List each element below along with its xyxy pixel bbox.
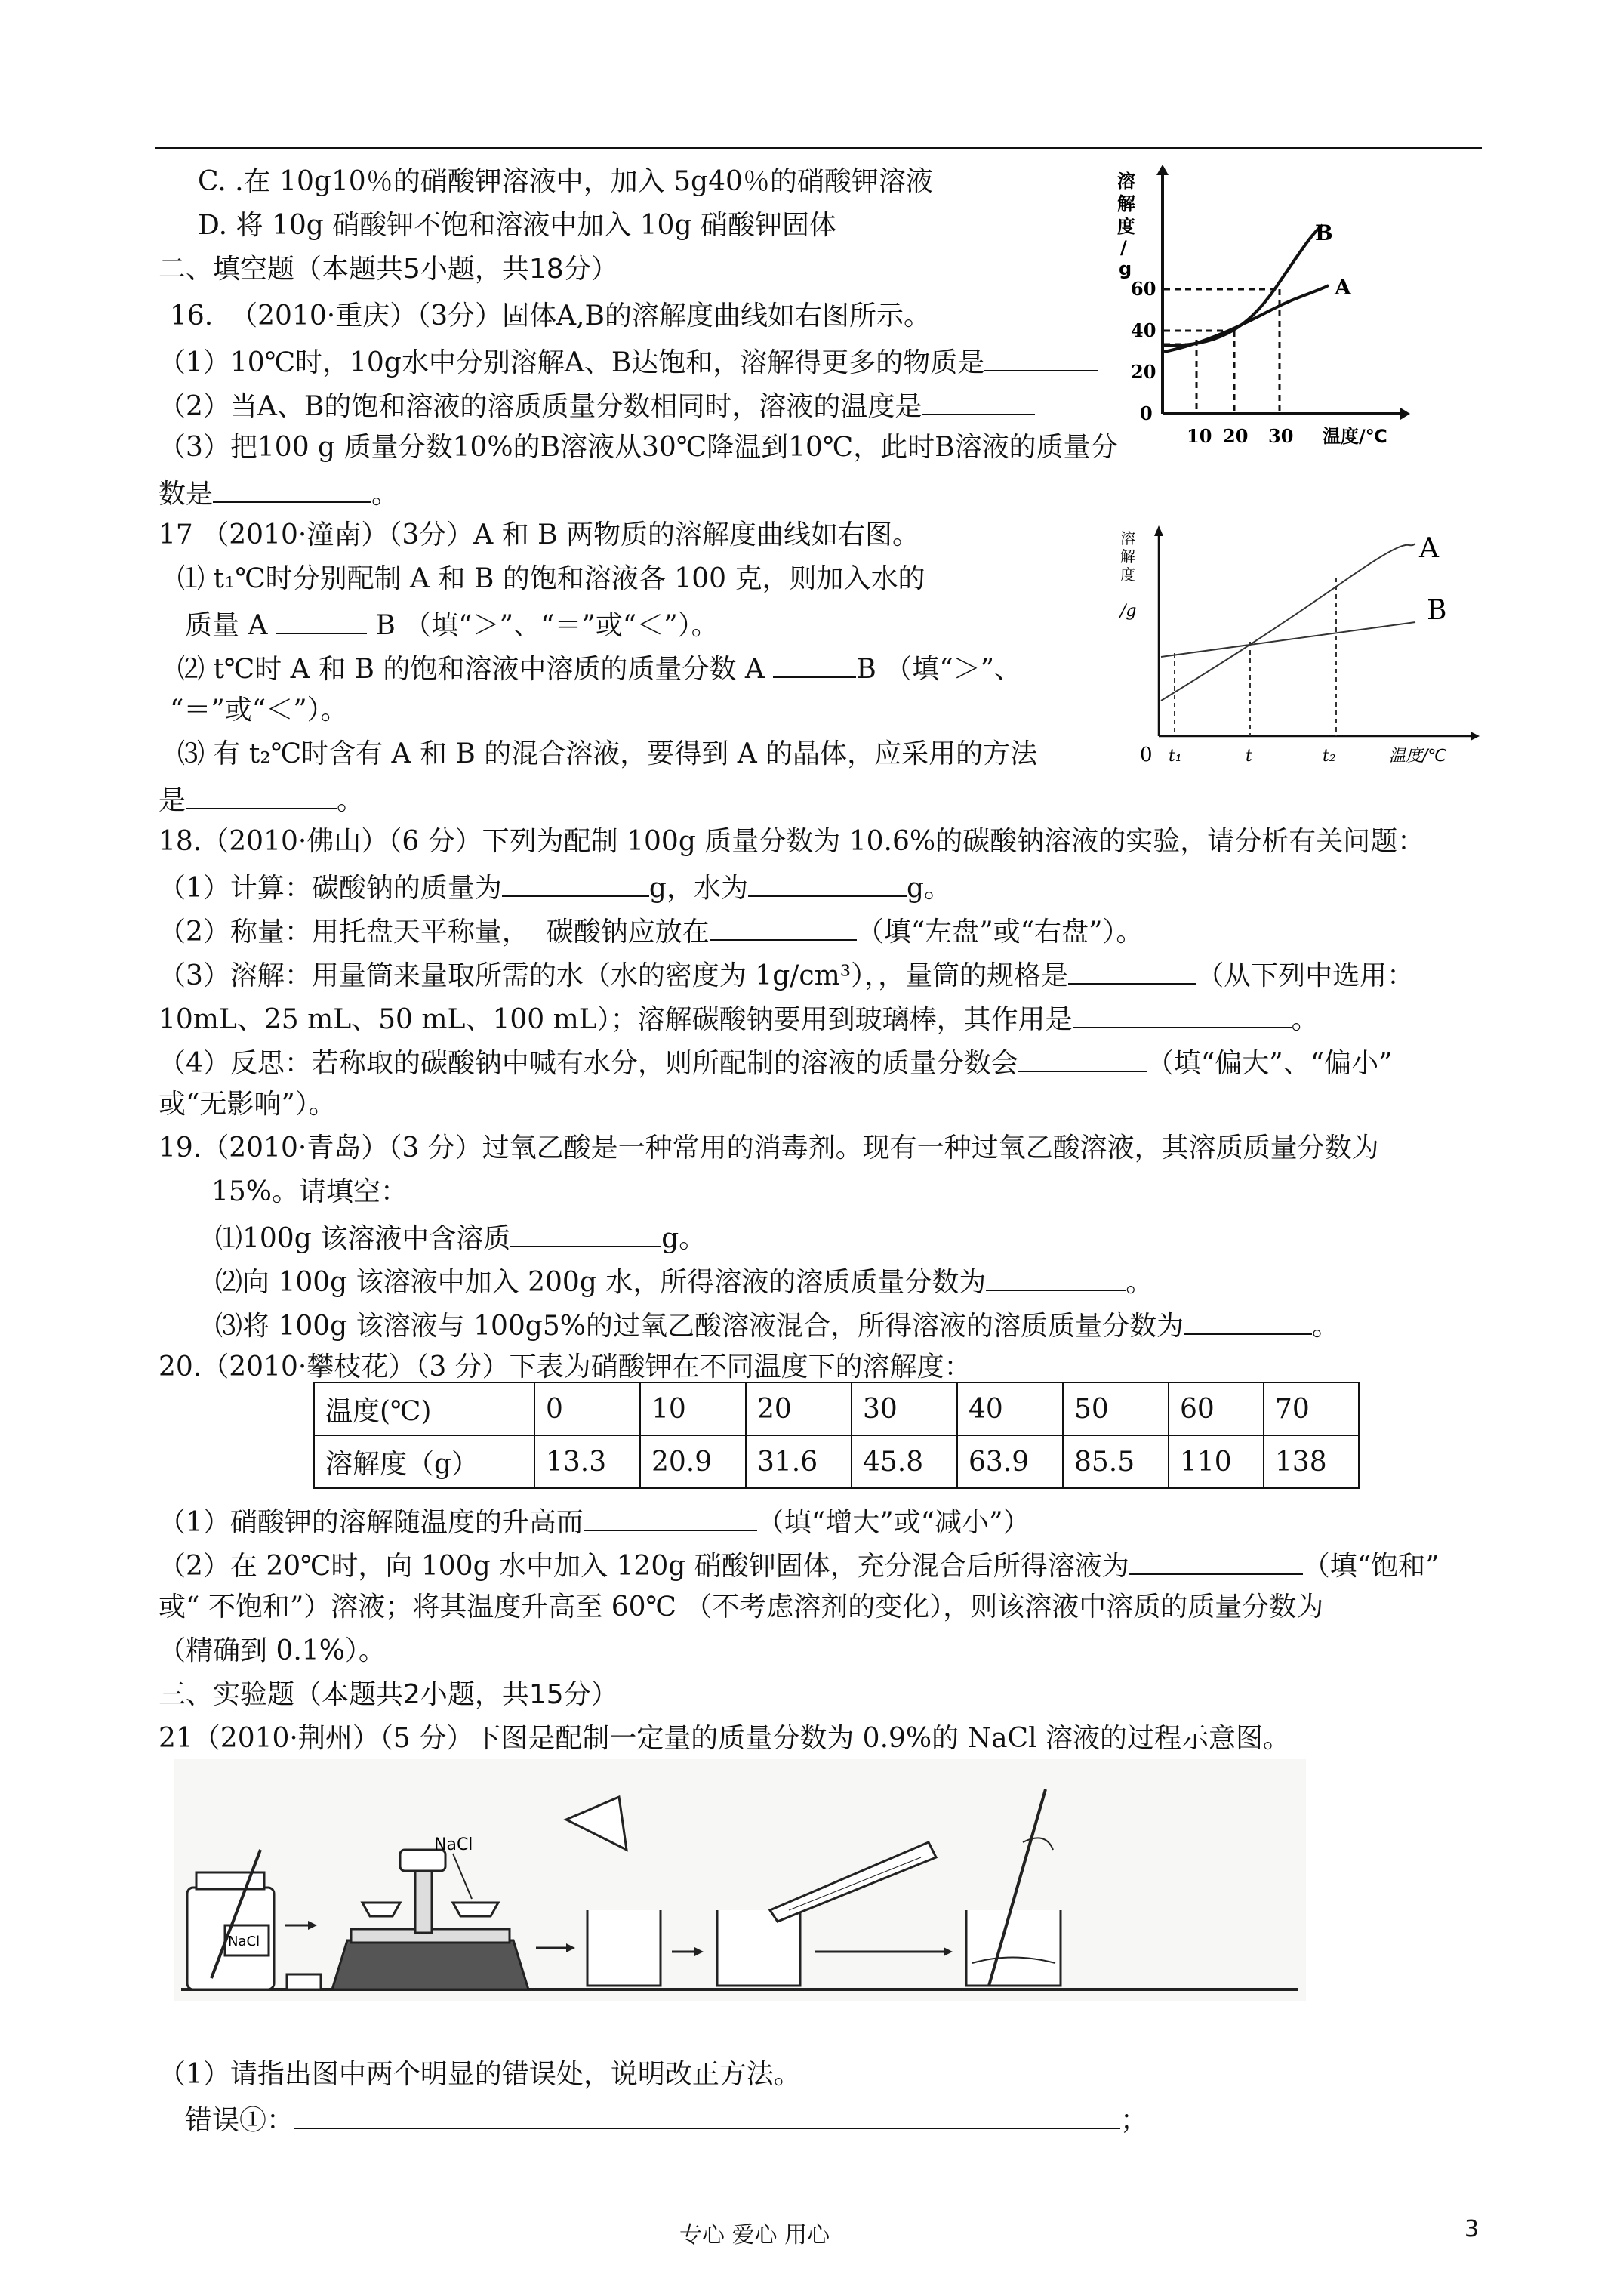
table-cell: 45.8 — [852, 1435, 957, 1488]
chart1-ytick-0: 0 — [1140, 402, 1153, 424]
q17-part2-tail: B （填“＞”、 — [856, 654, 1022, 685]
q17-part1-tail: B （填“＞”、“＝”或“＜”）。 — [375, 610, 719, 641]
punct: 。 — [1291, 1004, 1319, 1035]
answer-blank[interactable] — [1184, 1306, 1312, 1335]
q18-part4-cont: 或“无影响”）。 — [159, 1089, 336, 1120]
q16-stem: 16. （2010·重庆）（3分）固体A,B的溶解度曲线如右图所示。 — [170, 300, 932, 331]
q20-stem: 20.（2010·攀枝花）（3 分）下表为硝酸钾在不同温度下的溶解度： — [159, 1351, 972, 1382]
table-cell: 20 — [746, 1382, 852, 1435]
chart1-xlabel: 温度/℃ — [1323, 426, 1387, 447]
q19-part1 — [215, 1219, 706, 1256]
q21-part1: （1）请指出图中两个明显的错误处，说明改正方法。 — [159, 2059, 801, 2090]
q18-stem: 18.（2010·佛山）（6 分）下列为配制 100g 质量分数为 10.6%的碳酸钠溶液的实验，请分析有关问题： — [159, 826, 1425, 857]
chart2-label-b: B — [1427, 595, 1447, 626]
answer-blank[interactable] — [922, 387, 1035, 415]
q17-part1: ⑴ t₁℃时分别配制 A 和 B 的饱和溶液各 100 克，则加入水的 — [177, 563, 925, 594]
q19-part3-lead: ⑶将 100g 该溶液与 100g5%的过氧乙酸溶液混合，所得溶液的溶质质量分数为 — [215, 1311, 1184, 1342]
q18-part2 — [159, 912, 1143, 950]
q15-option-c: C. .在 10g10％的硝酸钾溶液中，加入 5g40％的硝酸钾溶液 — [198, 166, 933, 197]
q18-part4-lead: （4）反思：若称取的碳酸钠中喊有水分，则所配制的溶液的质量分数会 — [159, 1048, 1018, 1079]
chart1-ylabel-2: 解 — [1117, 193, 1135, 214]
table-cell: 30 — [852, 1382, 957, 1435]
punct: 。 — [371, 479, 399, 510]
q16-part2 — [159, 387, 1035, 424]
q16-part1-text: （1）10℃时，10g水中分别溶解A、B达饱和，溶解得更多的物质是 — [159, 347, 985, 378]
q18-part3-cont-text: 10mL、25 mL、50 mL、100 mL）；溶解碳酸钠要用到玻璃棒，其作用是 — [159, 1004, 1073, 1035]
answer-blank[interactable] — [276, 606, 367, 634]
chart2-ylabel-3: 度 — [1120, 566, 1135, 584]
chart1-xtick-10: 10 — [1187, 425, 1212, 447]
beaker-2 — [717, 1910, 800, 1986]
q21-error1 — [185, 2100, 1147, 2138]
q21-stem: 21（2010·荆州）（5 分）下图是配制一定量的质量分数为 0.9%的 NaCl 溶液的过程示意图。 — [159, 1723, 1291, 1754]
q20-part2-cont: 或“ 不饱和”）溶液；将其温度升高至 60℃ （不考虑溶剂的变化），则该溶液中溶质的质量分数为 — [159, 1592, 1324, 1623]
q20-part2-cont2: （精确到 0.1%）。 — [159, 1635, 386, 1666]
q20-part1 — [159, 1502, 1030, 1540]
chart2-ylabel-4: /g — [1120, 602, 1137, 621]
balance-label: NaCl — [434, 1835, 473, 1854]
chart1-ytick-60: 60 — [1131, 278, 1156, 300]
q17-part1-lead: 质量 A — [185, 610, 268, 641]
q17-part2 — [177, 649, 1021, 687]
answer-blank[interactable] — [710, 912, 857, 941]
q18-part4 — [159, 1043, 1393, 1081]
answer-blank[interactable] — [294, 2100, 1120, 2129]
page-number: 3 — [1464, 2216, 1480, 2242]
table-cell: 40 — [957, 1382, 1063, 1435]
chart1-label-b: B — [1315, 220, 1333, 245]
punct: 。 — [1311, 1311, 1339, 1342]
q17-part3: ⑶ 有 t₂℃时含有 A 和 B 的混合溶液，要得到 A 的晶体，应采用的方法 — [177, 738, 1038, 769]
punct: 。 — [1126, 1267, 1153, 1298]
chart1-ytick-40: 40 — [1131, 319, 1156, 341]
table-cell: 60 — [1169, 1382, 1264, 1435]
table-cell: 13.3 — [534, 1435, 640, 1488]
chart1-ylabel-4: / — [1120, 237, 1127, 258]
q16-part3: （3）把100 g 质量分数10%的B溶液从30℃降温到10℃，此时B溶液的质量分 — [159, 432, 1118, 463]
table-row-solubility — [314, 1435, 1359, 1488]
answer-blank[interactable] — [1068, 956, 1196, 985]
solubility-table — [313, 1382, 1360, 1489]
answer-blank[interactable] — [584, 1502, 757, 1531]
chart2-xlabel: 温度/℃ — [1389, 747, 1447, 766]
answer-blank[interactable] — [213, 474, 371, 503]
table-header-cell: 溶解度（g） — [314, 1435, 534, 1488]
q15-option-d: D. 将 10g 硝酸钾不饱和溶液中加入 10g 硝酸钾固体 — [198, 210, 836, 241]
table-header-cell: 温度(℃) — [314, 1382, 534, 1435]
table-cell: 63.9 — [957, 1435, 1063, 1488]
table-cell: 20.9 — [640, 1435, 746, 1488]
table-cell: 10 — [640, 1382, 746, 1435]
q18-part1 — [159, 868, 951, 906]
header-rule — [155, 147, 1482, 149]
table-cell: 31.6 — [746, 1435, 852, 1488]
chart1-ylabel-3: 度 — [1117, 216, 1135, 237]
section-2-heading: 二、填空题（本题共5小题，共18分） — [159, 254, 618, 285]
q20-part2-lead: （2）在 20℃时，向 100g 水中加入 120g 硝酸钾固体，充分混合后所得溶液为 — [159, 1551, 1129, 1582]
q19-part1-tail: g。 — [661, 1223, 707, 1254]
q19-part2-lead: ⑵向 100g 该溶液中加入 200g 水，所得溶液的溶质质量分数为 — [215, 1267, 987, 1298]
solubility-chart-1 — [1110, 165, 1412, 467]
q18-part1-tail: g。 — [906, 873, 951, 904]
chart2-label-a: A — [1419, 533, 1439, 564]
chart2-t1: t₁ — [1169, 747, 1182, 766]
q17-part3-lead: 是 — [159, 785, 186, 816]
punct: 。 — [337, 785, 365, 816]
chart2-ylabel-2: 解 — [1120, 547, 1135, 566]
q18-part4-tail: （填“偏大”、“偏小” — [1146, 1048, 1393, 1079]
q20-part1-tail: （填“增大”或“减小”） — [756, 1507, 1030, 1538]
q18-part3 — [159, 956, 1414, 994]
punct: ； — [1120, 2105, 1148, 2136]
table-cell: 138 — [1264, 1435, 1359, 1488]
answer-blank[interactable] — [510, 1219, 661, 1247]
chart2-curve-a — [1161, 544, 1415, 701]
chart1-label-a: A — [1335, 275, 1351, 300]
table-cell: 85.5 — [1063, 1435, 1169, 1488]
q18-part3-lead: （3）溶解：用量筒来量取所需的水（水的密度为 1g/cm³），，量筒的规格是 — [159, 960, 1069, 991]
q19-stem-cont: 15%。请填空： — [211, 1176, 408, 1207]
answer-blank[interactable] — [186, 781, 337, 809]
chart2-t2: t₂ — [1323, 747, 1336, 766]
table-cell: 110 — [1169, 1435, 1264, 1488]
chart1-ytick-20: 20 — [1131, 361, 1156, 383]
q17-part2-cont: “＝”或“＜”）。 — [170, 695, 348, 726]
nacl-process-diagram — [174, 1759, 1306, 2001]
q20-part2 — [159, 1546, 1440, 1584]
beaker-3 — [966, 1910, 1061, 1986]
jar-label: NaCl — [228, 1934, 260, 1949]
answer-blank[interactable] — [773, 649, 856, 678]
q21-error1-lead: 错误①： — [185, 2105, 294, 2136]
footer-motto: 专心 爱心 用心 — [679, 2222, 830, 2248]
answer-blank[interactable] — [1129, 1546, 1303, 1575]
q17-part3-cont — [159, 781, 364, 818]
q16-part3-lead: 数是 — [159, 479, 214, 510]
q17-part1-cont — [185, 606, 719, 643]
answer-blank[interactable] — [1018, 1043, 1147, 1072]
chart2-t: t — [1246, 747, 1252, 766]
solubility-chart-2 — [1117, 521, 1480, 774]
chart1-curve-a — [1164, 285, 1329, 352]
chart1-curve-b — [1164, 225, 1323, 346]
q16-part1 — [159, 343, 1098, 381]
chart1-ylabel-5: g — [1119, 258, 1132, 279]
q17-part2-lead: ⑵ t℃时 A 和 B 的饱和溶液中溶质的质量分数 A — [177, 654, 765, 685]
chart2-curve-b — [1161, 622, 1415, 657]
answer-blank[interactable] — [986, 1262, 1126, 1291]
q17-stem: 17 （2010·潼南）（3分）A 和 B 两物质的溶解度曲线如右图。 — [159, 519, 920, 550]
q19-part3 — [215, 1306, 1339, 1344]
q19-part2 — [215, 1262, 1153, 1300]
q19-stem: 19.（2010·青岛）（3 分）过氧乙酸是一种常用的消毒剂。现有一种过氧乙酸溶液，其溶质质量分数为 — [159, 1133, 1379, 1163]
q20-part1-lead: （1）硝酸钾的溶解随温度的升高而 — [159, 1507, 584, 1538]
answer-blank[interactable] — [1073, 1000, 1292, 1028]
stopper — [287, 1974, 321, 1989]
table-cell: 0 — [534, 1382, 640, 1435]
q18-part2-tail: （填“左盘”或“右盘”）。 — [856, 917, 1144, 948]
q18-part1-mid: g，水为 — [648, 873, 748, 904]
chart1-xtick-20: 20 — [1223, 425, 1249, 447]
q18-part3-cont — [159, 1000, 1319, 1037]
chart1-ylabel: 溶 — [1117, 171, 1135, 192]
q18-part2-lead: （2）称量：用托盘天平称量， 碳酸钠应放在 — [159, 917, 710, 948]
q18-part1-lead: （1）计算：碳酸钠的质量为 — [159, 873, 502, 904]
q18-part3-tail: （从下列中选用： — [1196, 960, 1415, 991]
q20-part2-tail: （填“饱和” — [1302, 1551, 1440, 1582]
chart2-origin: 0 — [1140, 744, 1153, 766]
table-cell: 70 — [1264, 1382, 1359, 1435]
table-cell: 50 — [1063, 1382, 1169, 1435]
section-3-heading: 三、实验题（本题共2小题，共15分） — [159, 1679, 618, 1710]
table-row-temperature — [314, 1382, 1359, 1435]
chart2-ylabel: 溶 — [1120, 529, 1135, 547]
chart1-xtick-30: 30 — [1268, 425, 1294, 447]
answer-blank[interactable] — [502, 868, 649, 897]
answer-blank[interactable] — [984, 343, 1098, 371]
q16-part3-cont — [159, 474, 399, 512]
q19-part1-lead: ⑴100g 该溶液中含溶质 — [215, 1223, 511, 1254]
q16-part2-text: （2）当A、B的饱和溶液的溶质质量分数相同时，溶液的温度是 — [159, 391, 922, 422]
answer-blank[interactable] — [748, 868, 907, 897]
